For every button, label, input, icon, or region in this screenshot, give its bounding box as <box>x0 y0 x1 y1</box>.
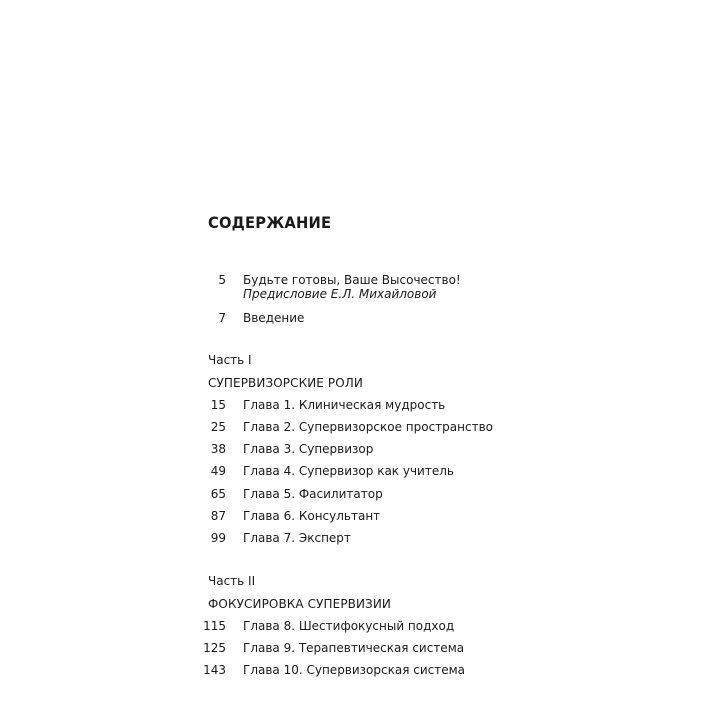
page-number: 65 <box>210 487 226 501</box>
entry-title: Глава 9. Терапевтическая система <box>243 641 465 655</box>
entry-title: Будьте готовы, Ваше Высочество! <box>243 273 461 287</box>
entry-title: Глава 10. Супервизорская система <box>243 663 466 677</box>
page-number: 15 <box>210 398 226 412</box>
entry-subtitle: Предисловие Е.Л. Михайловой <box>243 287 437 301</box>
entry-title: Глава 8. Шестифокусный подход <box>243 619 455 633</box>
page-number: 99 <box>210 531 226 545</box>
part-title: ФОКУСИРОВКА СУПЕРВИЗИИ <box>208 597 392 611</box>
entry-title: Глава 6. Консультант <box>243 509 381 523</box>
page-number: 143 <box>203 663 226 677</box>
page-number: 7 <box>218 311 226 325</box>
page-title: СОДЕРЖАНИЕ <box>208 213 332 232</box>
entry-title: Введение <box>243 311 305 325</box>
entry-title: Глава 1. Клиническая мудрость <box>243 398 446 412</box>
entry-title: Глава 5. Фасилитатор <box>243 487 383 501</box>
page-number: 25 <box>210 420 226 434</box>
part-label: Часть I <box>208 353 252 367</box>
page-number: 125 <box>203 641 226 655</box>
part-label: Часть II <box>208 574 256 588</box>
entry-title: Глава 3. Супервизор <box>243 442 374 456</box>
page-number: 115 <box>203 619 226 633</box>
entry-title: Глава 4. Супервизор как учитель <box>243 464 454 478</box>
page-number: 38 <box>210 442 226 456</box>
entry-title: Глава 7. Эксперт <box>243 531 351 545</box>
page-number: 49 <box>210 464 226 478</box>
page-number: 5 <box>218 273 226 287</box>
entry-title: Глава 2. Супервизорское пространство <box>243 420 493 434</box>
page-number: 87 <box>210 509 226 523</box>
part-title: СУПЕРВИЗОРСКИЕ РОЛИ <box>208 376 363 390</box>
